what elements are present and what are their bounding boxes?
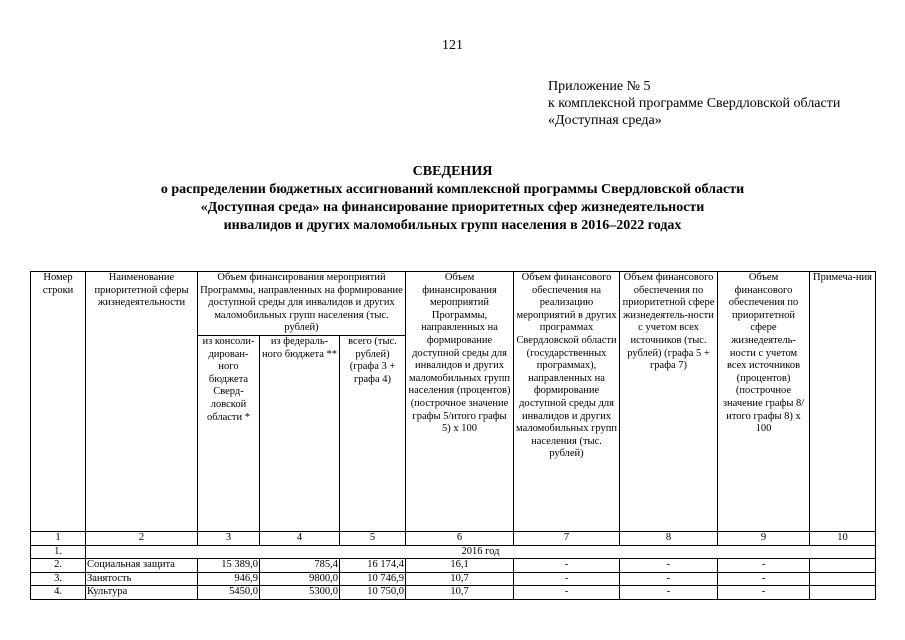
sphere-name: Занятость: [86, 572, 198, 586]
column-number: 10: [810, 531, 876, 545]
sphere-name: Культура: [86, 586, 198, 600]
appendix-note: [548, 78, 840, 129]
total-value: 10 750,0: [340, 586, 406, 600]
table-row: [31, 559, 876, 573]
notes-value: [810, 586, 876, 600]
sphere-name: Социальная защита: [86, 559, 198, 573]
appendix-line: «Доступная среда»: [548, 113, 662, 128]
federal-value: 9800,0: [260, 572, 340, 586]
page-number: 121: [442, 38, 463, 53]
all-sources-pct-value: -: [718, 572, 810, 586]
total-value: 16 174,4: [340, 559, 406, 573]
year-row: [31, 545, 876, 559]
header-row-number: Номер строки: [31, 272, 86, 532]
header-federal: из федераль-ного бюджета **: [260, 335, 340, 531]
row-number: 2.: [31, 559, 86, 573]
other-programs-value: -: [514, 559, 620, 573]
notes-value: [810, 559, 876, 573]
all-sources-value: -: [620, 586, 718, 600]
all-sources-value: -: [620, 559, 718, 573]
column-number: 5: [340, 531, 406, 545]
appendix-line: Приложение № 5: [548, 79, 651, 94]
column-number: 7: [514, 531, 620, 545]
table-row: [31, 586, 876, 600]
heading-line: инвалидов и других маломобильных групп населения в 2016–2022 годах: [223, 218, 682, 233]
notes-value: [810, 572, 876, 586]
header-other-programs: Объем финансового обеспечения на реализацию мероприятий в других программах Свердловской области (государственных программах), направленных на формирование доступной среды для инвалидов и других маломобильных групп населения (тыс. рублей): [514, 272, 620, 532]
header-regional: из консоли-дирован-ного бюджета Сверд-ловской области *: [198, 335, 260, 531]
header-total: всего (тыс. рублей) (графа 3 + графа 4): [340, 335, 406, 531]
other-programs-value: -: [514, 586, 620, 600]
federal-value: 5300,0: [260, 586, 340, 600]
other-programs-value: -: [514, 572, 620, 586]
regional-value: 5450,0: [198, 586, 260, 600]
column-number: 6: [406, 531, 514, 545]
header-share-program: Объем финансирования мероприятий Программы, направленных на формирование доступной среды для инвалидов и других маломобильных групп населения (процентов) (построчное значение графы 5/итого графы 5) x 100: [406, 272, 514, 532]
header-notes: Примеча-ния: [810, 272, 876, 532]
document-heading: [0, 163, 905, 235]
federal-value: 785,4: [260, 559, 340, 573]
column-number: 1: [31, 531, 86, 545]
row-number: 4.: [31, 586, 86, 600]
appendix-line: к комплексной программе Свердловской области: [548, 96, 841, 111]
header-all-sources-pct: Объем финансового обеспечения по приоритетной сфере жизнедеятель-ности с учетом всех источников (процентов) (построчное значение графы 8/итого графы 8) x 100: [718, 272, 810, 532]
row-number: 3.: [31, 572, 86, 586]
total-value: 10 746,9: [340, 572, 406, 586]
share-value: 16,1: [406, 559, 514, 573]
share-value: 10,7: [406, 572, 514, 586]
heading-line: о распределении бюджетных ассигнований комплексной программы Свердловской области: [160, 182, 745, 197]
regional-value: 946,9: [198, 572, 260, 586]
all-sources-pct-value: -: [718, 586, 810, 600]
year-label: 2016 год: [86, 545, 876, 559]
header-funding-group: Объем финансирования мероприятий Программы, направленных на формирование доступной среды для инвалидов и других маломобильных групп населения (тыс. рублей): [198, 272, 406, 336]
column-number: 3: [198, 531, 260, 545]
column-number: 4: [260, 531, 340, 545]
all-sources-pct-value: -: [718, 559, 810, 573]
document-title: СВЕДЕНИЯ: [412, 164, 493, 179]
header-sphere: Наименование приоритетной сферы жизнедеятельности: [86, 272, 198, 532]
header-all-sources: Объем финансового обеспечения по приоритетной сфере жизнедеятель-ности с учетом всех источников (тыс. рублей) (графа 5 + графа 7): [620, 272, 718, 532]
column-number-row: [31, 531, 876, 545]
column-number: 2: [86, 531, 198, 545]
regional-value: 15 389,0: [198, 559, 260, 573]
column-number: 8: [620, 531, 718, 545]
budget-table: [30, 271, 876, 600]
all-sources-value: -: [620, 572, 718, 586]
share-value: 10,7: [406, 586, 514, 600]
column-number: 9: [718, 531, 810, 545]
table-row: [31, 572, 876, 586]
heading-line: «Доступная среда» на финансирование приоритетных сфер жизнедеятельности: [200, 200, 705, 215]
row-number: 1.: [31, 545, 86, 559]
